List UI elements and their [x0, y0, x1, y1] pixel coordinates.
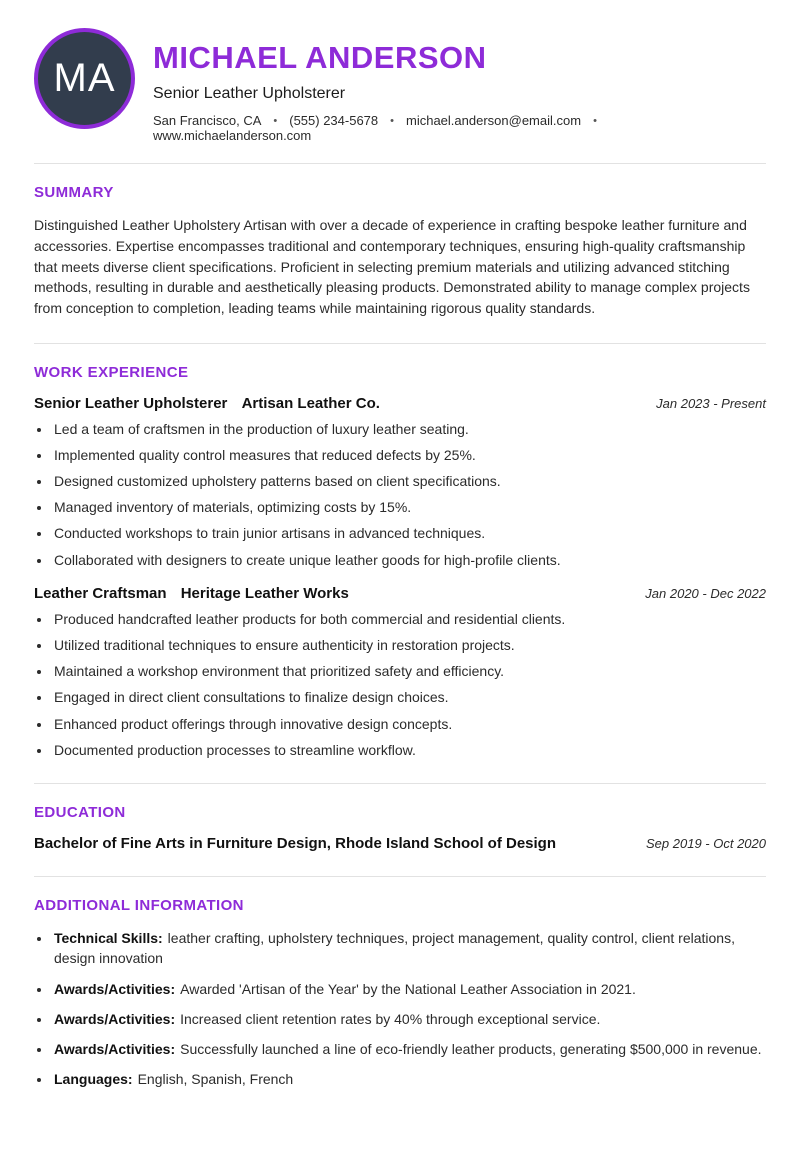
- job-entry: [34, 585, 766, 759]
- job-title-line: [34, 395, 380, 412]
- info-text: Successfully launched a line of eco-friendly leather products, generating $500,000 in revenue.: [180, 1041, 762, 1058]
- info-item: [52, 979, 766, 999]
- job-header: [34, 395, 766, 412]
- header-text: [153, 28, 766, 143]
- education-dates: Sep 2019 - Oct 2020: [646, 835, 766, 851]
- additional-heading: ADDITIONAL INFORMATION: [34, 896, 244, 914]
- info-item: [52, 1009, 766, 1029]
- bullet-item: • Maintained a workshop environment that prioritized safety and efficiency.: [52, 662, 766, 680]
- bullet-item: • Conducted workshops to train junior artisans in advanced techniques.: [52, 524, 766, 542]
- info-label: Awards/Activities:: [54, 1010, 176, 1027]
- job-bullet-list: [52, 610, 766, 759]
- candidate-name: MICHAEL ANDERSON: [153, 40, 487, 75]
- info-text: Awarded 'Artisan of the Year' by the National Leather Association in 2021.: [180, 980, 636, 997]
- job-company: Heritage Leather Works: [180, 584, 349, 602]
- avatar-initials: MA: [53, 56, 116, 100]
- section-summary: [34, 164, 766, 343]
- contact-website: www.michaelanderson.com: [153, 128, 312, 144]
- info-item: [52, 1039, 766, 1059]
- bullet-item: • Implemented quality control measures that reduced defects by 25%.: [52, 446, 766, 464]
- resume-header: [34, 28, 766, 164]
- contact-separator: •: [390, 114, 394, 127]
- bullet-item: • Utilized traditional techniques to ensure authenticity in restoration projects.: [52, 636, 766, 654]
- contact-line: [153, 113, 766, 143]
- job-bullet-list: [52, 420, 766, 569]
- education-entry: [34, 835, 766, 852]
- job-header: [34, 585, 766, 602]
- job-title: Senior Leather Upholsterer: [34, 394, 228, 412]
- info-text: English, Spanish, French: [137, 1071, 294, 1088]
- education-degree: Bachelor of Fine Arts in Furniture Design, Rhode Island School of Design: [34, 834, 556, 852]
- info-item: [52, 928, 766, 969]
- job-company: Artisan Leather Co.: [241, 394, 380, 412]
- job-dates: Jan 2020 - Dec 2022: [645, 585, 766, 601]
- info-label: Awards/Activities:: [54, 980, 176, 997]
- info-text: leather crafting, upholstery techniques, project management, quality control, client relations, design innovation: [54, 929, 735, 967]
- contact-separator: •: [593, 114, 597, 127]
- job-title: Leather Craftsman: [34, 584, 167, 602]
- info-item: [52, 1069, 766, 1089]
- job-title-line: [34, 585, 349, 602]
- additional-info-list: [52, 928, 766, 1090]
- contact-email: michael.anderson@email.com: [406, 113, 582, 129]
- info-label: Awards/Activities:: [54, 1041, 176, 1058]
- bullet-item: • Designed customized upholstery patterns based on client specifications.: [52, 472, 766, 490]
- bullet-item: • Managed inventory of materials, optimizing costs by 15%.: [52, 498, 766, 516]
- job-dates: Jan 2023 - Present: [656, 395, 766, 411]
- section-work-experience: [34, 343, 766, 783]
- bullet-item: • Enhanced product offerings through innovative design concepts.: [52, 715, 766, 733]
- section-additional-information: [34, 876, 766, 1114]
- work-heading: WORK EXPERIENCE: [34, 363, 189, 381]
- summary-text: Distinguished Leather Upholstery Artisan with over a decade of experience in crafting bespoke leather furniture and accessories. Expertise encompasses traditional and contemporary techniques, ensuring high-quality craftsmanship that meets diverse client specifications. Proficient in selecting premium materials and utilizing advanced stitching methods, resulting in durable and aesthetically pleasing products. Demonstrated ability to manage complex projects from conception to completion, leading teams while maintaining rigorous quality standards.: [34, 217, 750, 316]
- info-label: Technical Skills:: [54, 929, 163, 946]
- info-label: Languages:: [54, 1071, 133, 1088]
- job-entry: [34, 395, 766, 569]
- bullet-item: • Produced handcrafted leather products for both commercial and residential clients.: [52, 610, 766, 628]
- info-text: Increased client retention rates by 40% through exceptional service.: [180, 1010, 601, 1027]
- bullet-item: • Collaborated with designers to create unique leather goods for high-profile clients.: [52, 551, 766, 569]
- section-education: [34, 783, 766, 876]
- education-heading: EDUCATION: [34, 803, 126, 821]
- contact-phone: (555) 234-5678: [289, 113, 379, 129]
- contact-separator: •: [273, 114, 278, 127]
- summary-heading: SUMMARY: [34, 184, 114, 202]
- bullet-item: • Led a team of craftsmen in the production of luxury leather seating.: [52, 420, 766, 438]
- candidate-title: Senior Leather Upholsterer: [153, 85, 346, 103]
- contact-location: San Francisco, CA: [153, 113, 262, 129]
- bullet-item: • Documented production processes to streamline workflow.: [52, 741, 766, 759]
- avatar: [34, 28, 135, 129]
- bullet-item: • Engaged in direct client consultations to finalize design choices.: [52, 688, 766, 706]
